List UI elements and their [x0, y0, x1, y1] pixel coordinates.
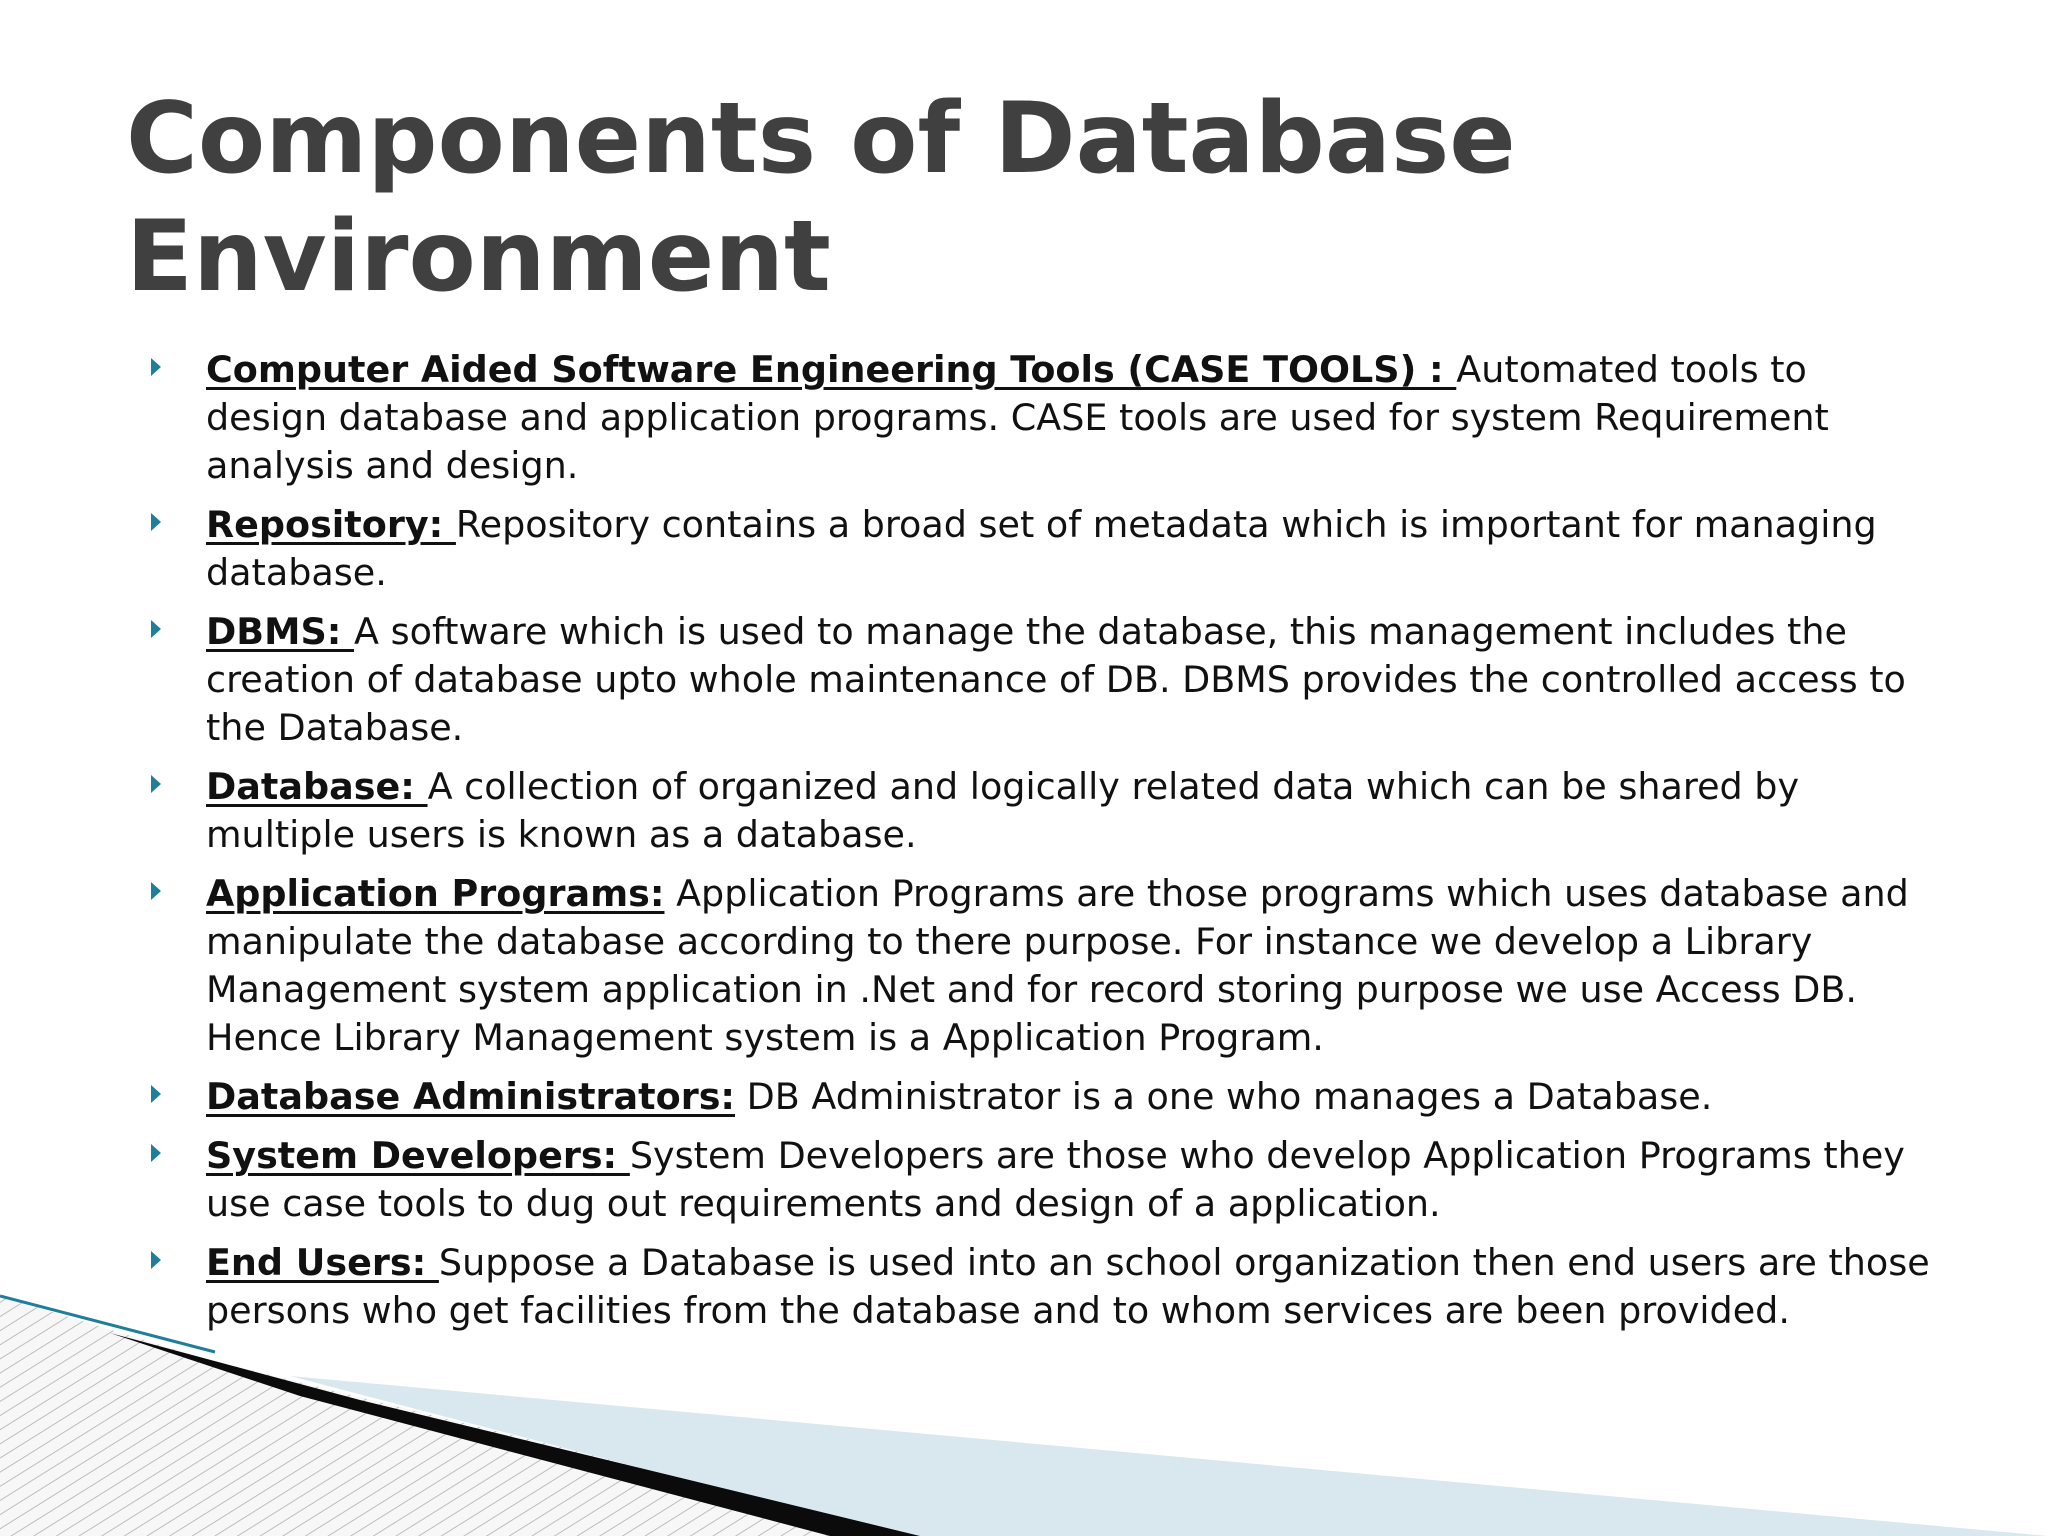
bullet-arrow-icon: [150, 771, 162, 797]
bullet-system-developers: [150, 1132, 1930, 1228]
bullet-text: Application Programs are those programs which uses database and manipulate the database according to there purpose. For instance we develop a Library Management system application in .Net and for record storing purpose we use Access DB. Hence Library Management system is a Application Program.: [206, 872, 1909, 1059]
bullet-repository: [150, 501, 1930, 597]
bullet-term: Database:: [206, 765, 428, 808]
bullet-text: Suppose a Database is used into an school organization then end users are those persons who get facilities from the database and to whom services are been provided.: [206, 1241, 1930, 1332]
bullet-arrow-icon: [150, 1247, 162, 1273]
bullet-text: Repository contains a broad set of metadata which is important for managing database.: [206, 503, 1877, 594]
bullet-text: A software which is used to manage the database, this management includes the creation of database upto whole maintenance of DB. DBMS provides the controlled access to the Database.: [206, 610, 1906, 749]
bullet-end-users: [150, 1239, 1930, 1335]
bullet-arrow-icon: [150, 354, 162, 380]
bullet-case-tools: [150, 346, 1930, 490]
bullet-term: Computer Aided Software Engineering Tools (CASE TOOLS) :: [206, 348, 1457, 391]
bullet-term: System Developers:: [206, 1134, 630, 1177]
slide-title: Components of Database Environment: [126, 82, 1516, 314]
bullet-term: Repository:: [206, 503, 456, 546]
bullet-arrow-icon: [150, 616, 162, 642]
bullet-database-administrators: [150, 1073, 1930, 1121]
bullet-text: System Developers are those who develop Application Programs they use case tools to dug out requirements and design of a application.: [206, 1134, 1905, 1225]
bullet-database: [150, 763, 1930, 859]
bullet-arrow-icon: [150, 1140, 162, 1166]
bullet-text: Automated tools to design database and application programs. CASE tools are used for system Requirement analysis and design.: [206, 348, 1829, 487]
bullet-arrow-icon: [150, 1081, 162, 1107]
bullet-arrow-icon: [150, 878, 162, 904]
bullet-text: DB Administrator is a one who manages a Database.: [735, 1075, 1713, 1118]
bullet-list: [150, 346, 1930, 1346]
bullet-term: Application Programs:: [206, 872, 665, 915]
bullet-text: A collection of organized and logically related data which can be shared by multiple users is known as a database.: [206, 765, 1800, 856]
bullet-term: DBMS:: [206, 610, 355, 653]
bullet-dbms: [150, 608, 1930, 752]
bullet-application-programs: [150, 870, 1930, 1062]
bullet-arrow-icon: [150, 509, 162, 535]
bullet-term: Database Administrators:: [206, 1075, 736, 1118]
bullet-term: End Users:: [206, 1241, 439, 1284]
